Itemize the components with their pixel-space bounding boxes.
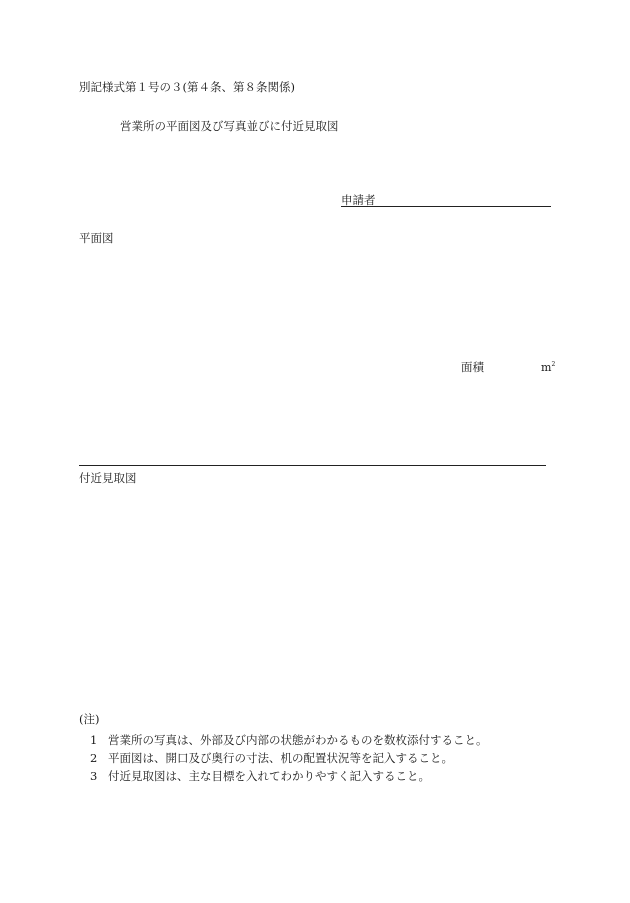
section-divider [79,465,546,466]
area-unit-base: m [541,361,552,374]
note-text: 平面図は、開口及び奥行の寸法、机の配置状況等を記入すること。 [108,751,453,765]
area-unit [541,362,555,373]
note-text: 営業所の写真は、外部及び内部の状態がわかるものを数枚添付すること。 [108,733,488,747]
note-item [90,735,488,747]
vicinity-map-heading: 付近見取図 [79,471,137,485]
area-unit-exponent: 2 [551,361,556,368]
note-number: 1 [90,733,98,747]
applicant-signature-line [376,194,551,207]
note-number: 2 [90,751,98,765]
form-reference: 別記様式第１号の３(第４条、第８条関係) [79,80,295,94]
note-item [90,753,453,765]
applicant-label-text: 申請者 [341,192,376,207]
note-text: 付近見取図は、主な目標を入れてわかりやすく記入すること。 [108,769,430,783]
notes-heading: (注) [79,712,100,726]
area-label: 面積 [461,360,484,374]
document-title: 営業所の平面図及び写真並びに付近見取図 [120,119,339,133]
floor-plan-heading: 平面図 [79,231,114,245]
note-number: 3 [90,769,98,783]
applicant-field [341,194,551,207]
applicant-label [341,192,376,208]
note-item [90,771,430,783]
